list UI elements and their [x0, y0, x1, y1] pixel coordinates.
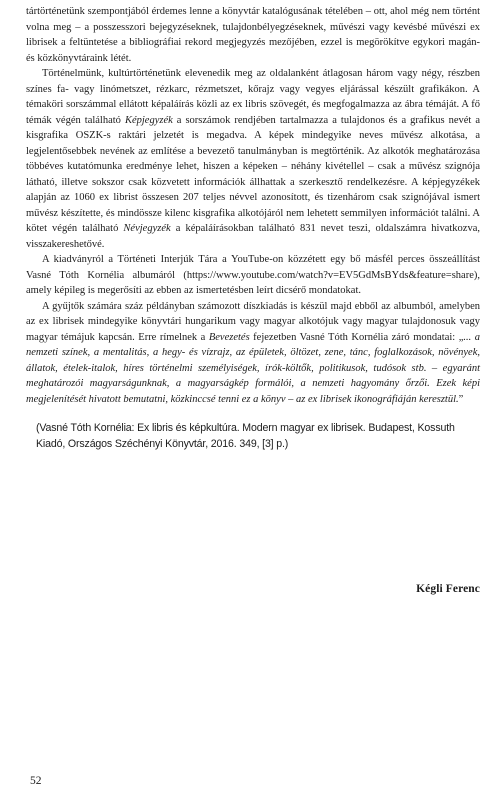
paragraph-4 — [26, 299, 480, 408]
italic-run: Képjegyzék — [124, 114, 173, 126]
text-run: a sorszámok rendjében tartalmazza a tulajdonos és a grafikus nevét a kisgrafika OSZK-s raktári jelzetét is megadva. A képek mindegyike neves művész alkotása, a legjelentősebbek nevének az említése a bevezető tanulmányban is megtörténik. Az alkotók meghatározása többéves kutatómunka eredménye lehet, hiszen a képeken – néhány kivétellel – csak a művész szignója látható, illetve sokszor csak közvetett információk állhattak a szerkesztő rendelkezésre. A képjegyzékek alapján az 1060 ex librist összesen 207 teljes névvel azonosított, és tizenhárom csak szignójával ismert művész készítette, és mindössze kilenc kisgrafika alkotójáról nem lehetett semmilyen információt találni. A kötet végén található — [26, 114, 480, 234]
text-run: Történelmünk, kultúrtörténetünk elevenedik meg az oldalanként átlagosan három vagy négy, részben színes fa- vagy linómetszet, rézkarc, rézmetszet, kőrajz vagy vegyes eljárással készült grafikákon. A témaköri sorszámmal ellátott képaláírás közli az ex libris szövegét, és megfogalmazza az ábra témáját. A fő témák végén található — [26, 68, 480, 126]
paragraph-1 — [26, 4, 480, 66]
citation: (Vasné Tóth Kornélia: Ex libris és képkultúra. Modern magyar ex librisek. Budapest, Kossuth Kiadó, Országos Széchényi Könyvtár, 2016. 349, [3] p.) — [36, 422, 455, 450]
text-run: tártörténetünk szempontjából érdemes lenne a könyvtár katalógusának tételében – ott, ahol még nem történt volna meg – a posszesszori bejegyzéseknek, tulajdonbélyegzéseknek, művészi vagy kevésbé művészi ex librisek a feltüntetése a bibliográfiai rekord megjegyzés mezőjében, ezzel is megörökítve egykori magán- és közkönyvtáraink létét. — [26, 6, 480, 64]
italic-run: Bevezetés — [208, 331, 250, 343]
italic-run: ... a nemzeti színek, a mentalitás, a hegy- és vízrajz, az épületek, öltözet, zene, tánc, foglalkozások, növények, állatok, ételek-italok, híres történelmi személyiségek, írók-költők, politikusok, tudósok stb. – egyaránt meghatározói magyarságunknak, a magyarságkép formálói, a nemzeti hagyomány őrzői. Ezek képi megjelenítését hivatott bemutatni, közkinccsé tenni ez a könyv – az ex librisek ikonográfiáján keresztül. — [26, 331, 480, 405]
page-number: 52 — [30, 775, 42, 787]
text-run: a képaláírásokban található 831 nevet teszi, oldalszámra hivatkozva, visszakereshetővé. — [26, 223, 480, 250]
italic-run: Névjegyzék — [123, 223, 171, 234]
paragraph-2 — [26, 66, 480, 252]
text-run: ” — [458, 393, 464, 405]
text-run: A kiadványról a Történeti Interjúk Tára a YouTube-on közzétett egy bő másfél perces összeállítást Vasné Tóth Kornélia albumáról (https://www.youtube.com/watch?v=EV5GdMsBYds&feature=share), amely képileg is megerősíti az ebben az ismertetésben leírt dicsérő mondatokat. — [26, 254, 480, 296]
paragraph-3 — [26, 252, 480, 299]
author-signature: Kégli Ferenc — [416, 583, 480, 595]
text-run: A gyűjtők számára száz példányban számozott díszkiadás is készül majd ebből az albumból, amelyben az ex librisek mindegyike könyvtári hungarikum vagy magyar alkotójuk vagy magyar tulajdonosuk vagy magyar témájuk kapcsán. Erre rímelnek a — [26, 300, 480, 343]
body-text — [26, 4, 480, 407]
text-run: fejezetben Vasné Tóth Kornélia záró mondatai: „ — [249, 331, 464, 343]
